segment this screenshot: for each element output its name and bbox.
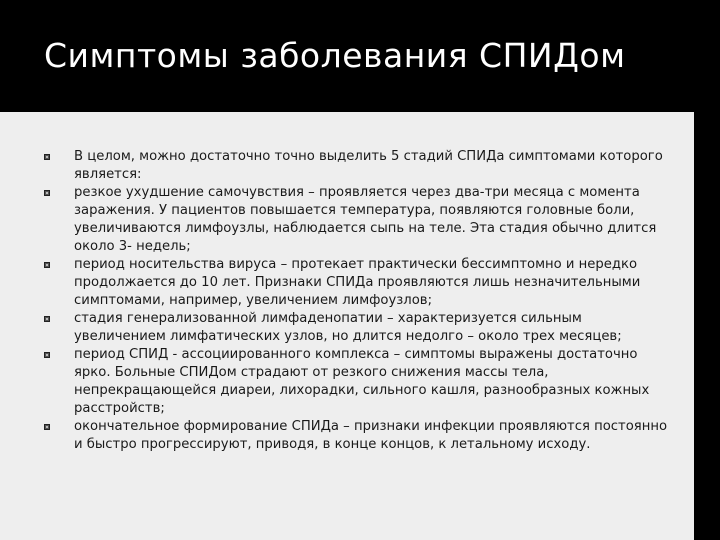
content-panel [0, 112, 694, 540]
square-bullet-icon [44, 352, 50, 358]
bullet-text: окончательное формирование СПИДа – признаки инфекции проявляются постоянно и быстро прогрессируют, приводя, в конце концов, к летальному исходу. [74, 419, 668, 452]
square-bullet-icon [44, 262, 50, 268]
bullet-text: период СПИД - ассоциированного комплекса – симптомы выражены достаточно ярко. Больные СПИДом страдают от резкого снижения массы тела, непрекращающейся диареи, лихорадки, сильного кашля, разнообразных кожных расстройств; [74, 347, 650, 416]
square-bullet-icon [44, 424, 50, 430]
square-bullet-icon [44, 316, 50, 322]
slide-title: Симптомы заболевания СПИДом [44, 36, 626, 75]
list-item [44, 256, 668, 310]
list-item [44, 184, 668, 256]
list-item [44, 310, 668, 346]
square-bullet-icon [44, 190, 50, 196]
list-item [44, 418, 668, 454]
bullet-text: В целом, можно достаточно точно выделить 5 стадий СПИДа симптомами которого является: [74, 149, 663, 182]
title-band [0, 0, 720, 112]
bullet-text: стадия генерализованной лимфаденопатии – характеризуется сильным увеличением лимфатических узлов, но длится недолго – около трех месяцев; [74, 311, 622, 344]
bullet-text: период носительства вируса – протекает практически бессимптомно и нередко продолжается до 10 лет. Признаки СПИДа проявляются лишь незначительными симптомами, например, увеличением лимфоузлов; [74, 257, 641, 308]
list-item [44, 346, 668, 418]
bullet-text: резкое ухудшение самочувствия – проявляется через два-три месяца с момента заражения. У пациентов повышается температура, появляются головные боли, увеличиваются лимфоузлы, наблюдается сыпь на теле. Эта стадия обычно длится около 3- недель; [74, 185, 657, 254]
list-item [44, 148, 668, 184]
square-bullet-icon [44, 154, 50, 160]
bullet-list [44, 148, 668, 454]
right-edge-strip [694, 112, 720, 540]
